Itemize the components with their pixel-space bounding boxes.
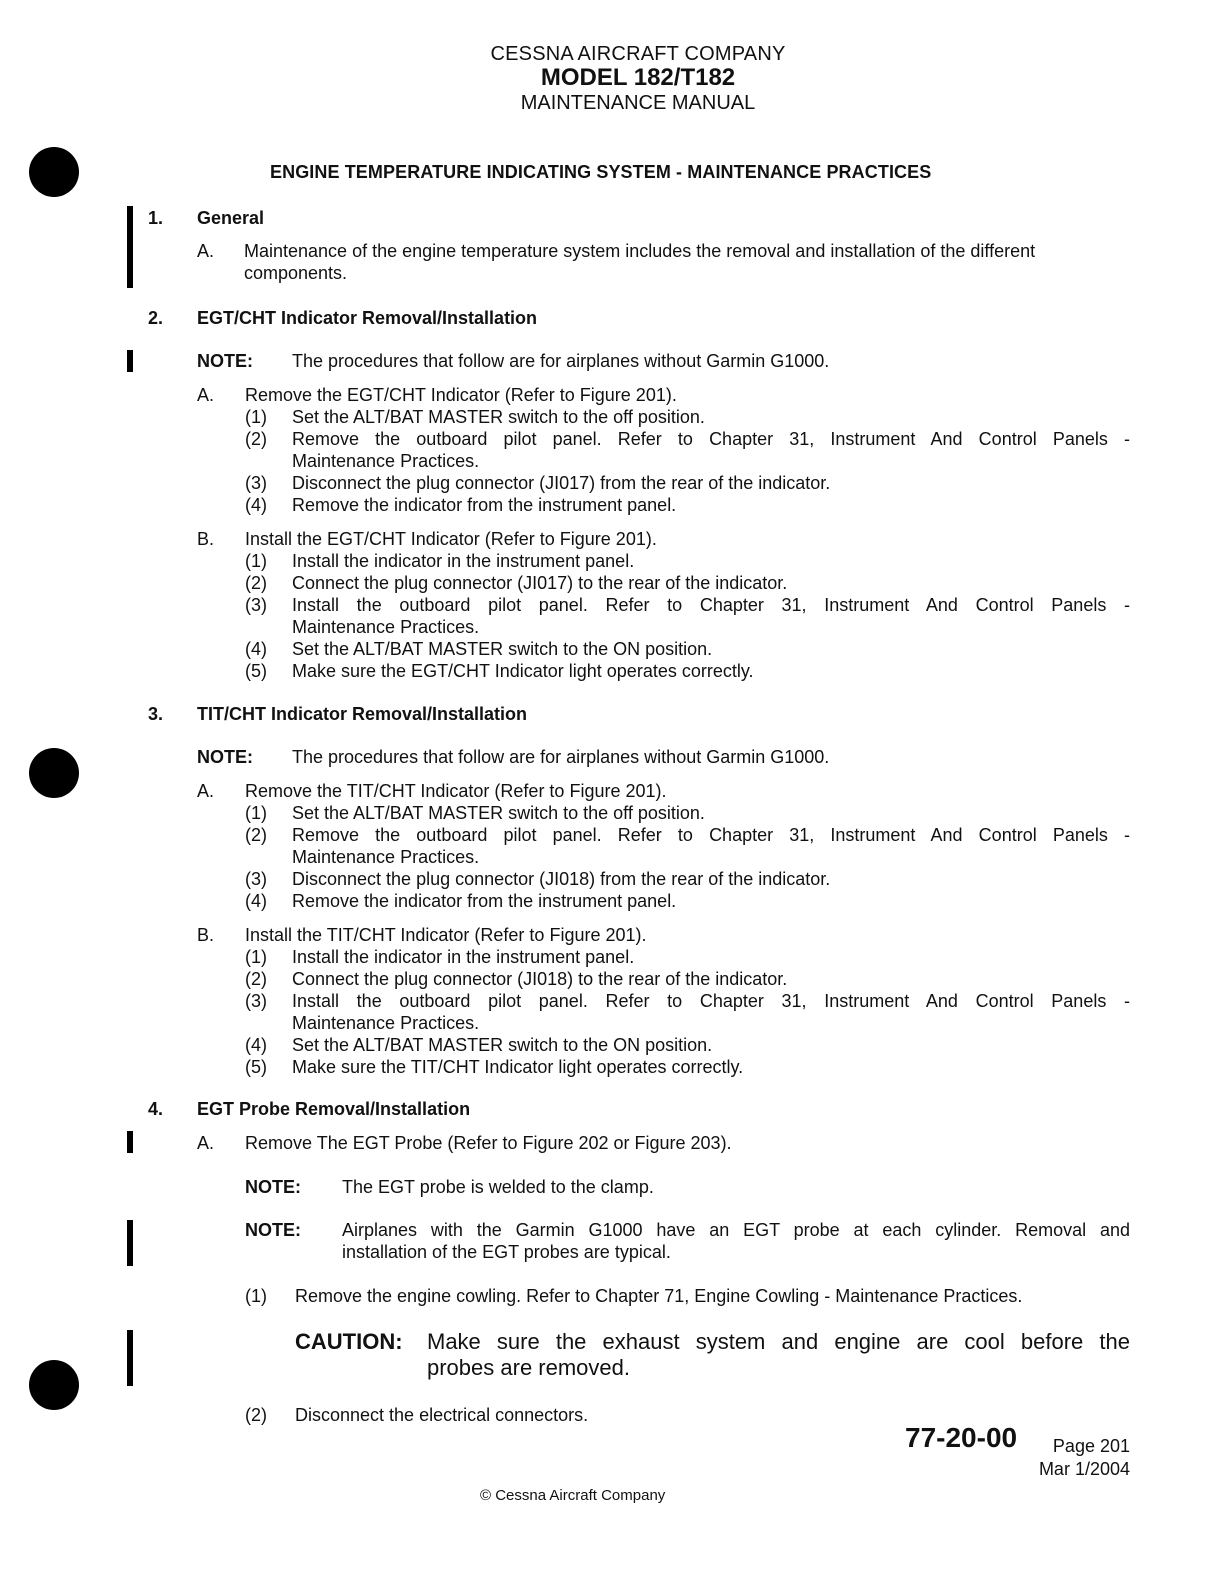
step-text: Set the ALT/BAT MASTER switch to the off position. bbox=[292, 803, 705, 823]
item-label: A. bbox=[197, 781, 215, 801]
step-text: Install the indicator in the instrument panel. bbox=[292, 551, 635, 571]
step-number: (2) bbox=[245, 1405, 267, 1425]
company-name: CESSNA AIRCRAFT COMPANY bbox=[490, 43, 786, 65]
step-text: Set the ALT/BAT MASTER switch to the ON position. bbox=[292, 1035, 713, 1055]
note-text: The procedures that follow are for airplanes without Garmin G1000. bbox=[292, 747, 830, 767]
step-number: (3) bbox=[245, 595, 267, 615]
change-bar bbox=[127, 350, 133, 372]
step-number: (5) bbox=[245, 661, 267, 681]
binder-hole-bottom bbox=[29, 1360, 79, 1410]
section-heading: TIT/CHT Indicator Removal/Installation bbox=[197, 704, 528, 724]
page-number: Page 201 bbox=[1052, 1436, 1130, 1456]
step-text: Connect the plug connector (JI018) to the rear of the indicator. bbox=[292, 969, 788, 989]
step-text: Remove the outboard pilot panel. Refer to Chapter 31, Instrument And Control Panels - bbox=[292, 825, 1130, 845]
step-text: Install the indicator in the instrument panel. bbox=[292, 947, 635, 967]
step-text: Connect the plug connector (JI017) to the rear of the indicator. bbox=[292, 573, 788, 593]
item-text: Remove the TIT/CHT Indicator (Refer to Figure 201). bbox=[245, 781, 667, 801]
step-text: Remove the indicator from the instrument panel. bbox=[292, 891, 677, 911]
item-label: A. bbox=[197, 1133, 215, 1153]
step-number: (2) bbox=[245, 969, 267, 989]
caution-label: CAUTION: bbox=[295, 1329, 403, 1354]
step-text-cont: Maintenance Practices. bbox=[292, 617, 480, 637]
item-text: Remove The EGT Probe (Refer to Figure 202 or Figure 203). bbox=[245, 1133, 732, 1153]
step-number: (3) bbox=[245, 473, 267, 493]
section-heading: EGT/CHT Indicator Removal/Installation bbox=[197, 308, 538, 328]
step-number: (1) bbox=[245, 803, 267, 823]
note-label: NOTE: bbox=[245, 1177, 301, 1197]
manual-title: MAINTENANCE MANUAL bbox=[520, 92, 756, 114]
step-text: Disconnect the electrical connectors. bbox=[295, 1405, 589, 1425]
item-text: Install the EGT/CHT Indicator (Refer to Figure 201). bbox=[245, 529, 657, 549]
step-number: (2) bbox=[245, 429, 267, 449]
step-number: (1) bbox=[245, 947, 267, 967]
note-label: NOTE: bbox=[245, 1220, 301, 1240]
change-bar bbox=[127, 1131, 133, 1153]
step-text-cont: Maintenance Practices. bbox=[292, 1013, 480, 1033]
change-bar bbox=[127, 1220, 133, 1266]
step-text: Remove the indicator from the instrument panel. bbox=[292, 495, 677, 515]
caution-text: Make sure the exhaust system and engine are cool before the bbox=[427, 1329, 1130, 1354]
step-number: (4) bbox=[245, 495, 267, 515]
step-text: Make sure the EGT/CHT Indicator light operates correctly. bbox=[292, 661, 754, 681]
caution-text-cont: probes are removed. bbox=[427, 1355, 630, 1380]
section-heading: General bbox=[197, 208, 265, 228]
section-number: 4. bbox=[148, 1099, 164, 1119]
section-number: 2. bbox=[148, 308, 164, 328]
note-text: Airplanes with the Garmin G1000 have an EGT probe at each cylinder. Removal and bbox=[342, 1220, 1130, 1240]
step-number: (4) bbox=[245, 1035, 267, 1055]
model-title: MODEL 182/T182 bbox=[540, 64, 736, 91]
step-number: (1) bbox=[245, 1286, 267, 1306]
chapter-code: 77-20-00 bbox=[905, 1422, 1018, 1453]
item-label: B. bbox=[197, 529, 215, 549]
step-text: Make sure the TIT/CHT Indicator light operates correctly. bbox=[292, 1057, 744, 1077]
item-text: Install the TIT/CHT Indicator (Refer to Figure 201). bbox=[245, 925, 647, 945]
binder-hole-top bbox=[29, 147, 79, 197]
step-text: Remove the engine cowling. Refer to Chapter 71, Engine Cowling - Maintenance Practices. bbox=[295, 1286, 1023, 1306]
step-number: (3) bbox=[245, 991, 267, 1011]
section-number: 3. bbox=[148, 704, 164, 724]
item-text: Remove the EGT/CHT Indicator (Refer to Figure 201). bbox=[245, 385, 677, 405]
step-text: Remove the outboard pilot panel. Refer to Chapter 31, Instrument And Control Panels - bbox=[292, 429, 1130, 449]
step-number: (4) bbox=[245, 891, 267, 911]
revision-date: Mar 1/2004 bbox=[1038, 1459, 1130, 1479]
page-title: ENGINE TEMPERATURE INDICATING SYSTEM - MAINTENANCE PRACTICES bbox=[270, 162, 932, 182]
binder-hole-middle bbox=[29, 748, 79, 798]
change-bar bbox=[127, 206, 133, 288]
step-text: Install the outboard pilot panel. Refer to Chapter 31, Instrument And Control Panels - bbox=[292, 991, 1130, 1011]
note-text: The EGT probe is welded to the clamp. bbox=[342, 1177, 654, 1197]
step-text: Disconnect the plug connector (JI018) from the rear of the indicator. bbox=[292, 869, 831, 889]
step-text: Set the ALT/BAT MASTER switch to the ON position. bbox=[292, 639, 713, 659]
step-text: Disconnect the plug connector (JI017) from the rear of the indicator. bbox=[292, 473, 831, 493]
step-number: (2) bbox=[245, 825, 267, 845]
note-label: NOTE: bbox=[197, 747, 253, 767]
item-label: B. bbox=[197, 925, 215, 945]
step-number: (5) bbox=[245, 1057, 267, 1077]
note-label: NOTE: bbox=[197, 351, 253, 371]
section-heading: EGT Probe Removal/Installation bbox=[197, 1099, 471, 1119]
step-text: Install the outboard pilot panel. Refer to Chapter 31, Instrument And Control Panels - bbox=[292, 595, 1130, 615]
step-number: (3) bbox=[245, 869, 267, 889]
item-label: A. bbox=[197, 385, 215, 405]
item-text-cont: components. bbox=[244, 263, 348, 283]
note-text-cont: installation of the EGT probes are typical. bbox=[342, 1242, 671, 1262]
step-number: (4) bbox=[245, 639, 267, 659]
change-bar bbox=[127, 1330, 133, 1386]
section-number: 1. bbox=[148, 208, 164, 228]
step-number: (1) bbox=[245, 407, 267, 427]
step-text-cont: Maintenance Practices. bbox=[292, 847, 480, 867]
item-label: A. bbox=[197, 241, 215, 261]
item-text: Maintenance of the engine temperature system includes the removal and installation of the different bbox=[244, 241, 1036, 261]
step-number: (2) bbox=[245, 573, 267, 593]
step-number: (1) bbox=[245, 551, 267, 571]
note-text: The procedures that follow are for airplanes without Garmin G1000. bbox=[292, 351, 830, 371]
copyright: © Cessna Aircraft Company bbox=[480, 1487, 666, 1504]
step-text-cont: Maintenance Practices. bbox=[292, 451, 480, 471]
step-text: Set the ALT/BAT MASTER switch to the off position. bbox=[292, 407, 705, 427]
